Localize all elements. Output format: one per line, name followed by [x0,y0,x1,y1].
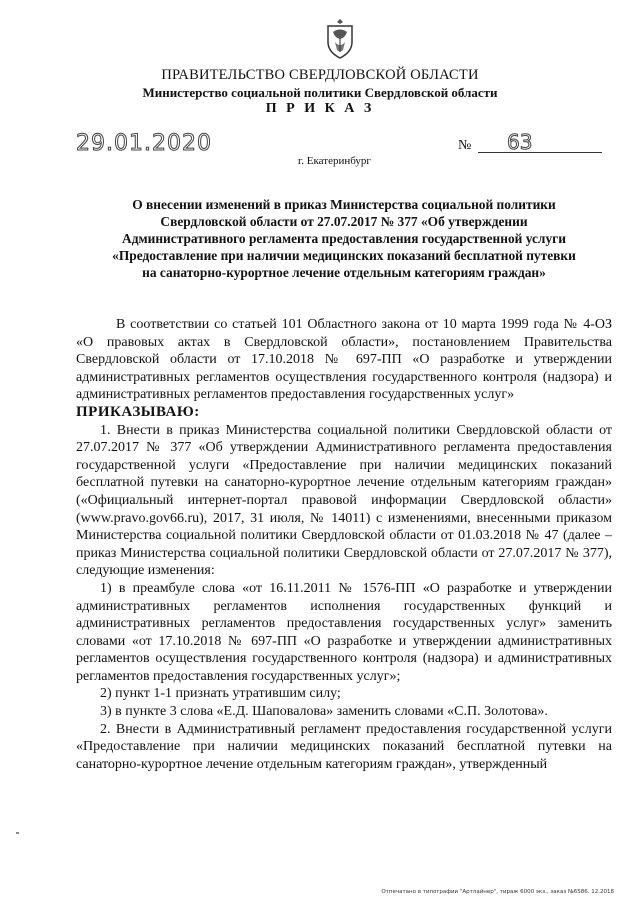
handwritten-date: 29.01.2020 [76,131,212,156]
title-line: на санаторно-курортное лечение отдельным категориям граждан» [142,265,546,280]
subitem-1-paragraph: 1) в преамбуле слова «от 16.11.2011 № 1576-ПП «О разработке и утверждении административных регламентов исполнения государственных функций и административных регламентов предоставления государственных услуг» заменить словами «от 17.10.2018 № 697-ПП «О разработке и утверждении административных регламентов осуществления государственного контроля (надзора) и административных регламентов предоставления государственных услуг»; [76,580,612,684]
scan-speck [16,832,19,834]
order-keyword: ПРИКАЗЫВАЮ: [76,403,200,420]
printing-note: Отпечатано в типографии "Артлайнер", тираж 6000 экз., заказ №6586. 12.2018 [381,889,614,895]
document-body [76,316,612,773]
document-type: П Р И К А З [265,101,375,116]
item-2-paragraph: 2. Внести в Административный регламент предоставления государственной услуги «Предоставление при наличии медицинских показаний бесплатной путевки на санаторно-курортное лечение отдельным категориям граждан», утвержденный [76,721,612,772]
city: г. Екатеринбург [298,155,371,167]
number-label: № [458,138,472,153]
coat-of-arms-icon [325,18,355,60]
subitem-3-paragraph: 3) в пункте 3 слова «Е.Д. Шаповалова» заменить словами «С.П. Золотова». [100,704,548,720]
document-title [70,196,618,281]
item-1-paragraph: 1. Внести в приказ Министерства социальной политики Свердловской области от 27.07.2017 № 377 «Об утверждении Административного регламента предоставления государственной услуги «Предоставление при наличии медицинских показаний бесплатной путевки на санаторно-курортное лечение отдельным категориям граждан» («Официальный интернет-портал правовой информации Свердловской области» (www.pravo.gov66.ru), 2017, 31 июля, № 14011) с изменениями, внесенными приказом Министерства социальной политики Свердловской области от 01.03.2018 № 47 (далее – приказ Министерства социальной политики Свердловской области от 27.07.2017 № 377), следующие изменения: [76,422,612,579]
title-line: «Предоставление при наличии медицинских показаний бесплатной путевки [112,248,576,263]
title-line: Свердловской области от 27.07.2017 № 377 «Об утверждении [160,214,528,229]
subitem-2-paragraph: 2) пункт 1-1 признать утратившим силу; [100,686,341,702]
government-heading: ПРАВИТЕЛЬСТВО СВЕРДЛОВСКОЙ ОБЛАСТИ [161,67,479,83]
ministry-heading: Министерство социальной политики Свердловской области [142,85,498,100]
preamble-paragraph: В соответствии со статьей 101 Областного закона от 10 марта 1999 года № 4-ОЗ «О правовых актах в Свердловской области», постановлением Правительства Свердловской области от 17.10.2018 № 697-ПП «О разработке и утверждении административных регламентов осуществления государственного контроля (надзора) и административных регламентов предоставления государственных услуг» [76,317,612,403]
title-line: О внесении изменений в приказ Министерства социальной политики [132,197,556,212]
title-line: Административного регламента предоставления государственной услуги [122,231,566,246]
handwritten-number: 63 [507,130,533,154]
number-underline [478,152,602,153]
